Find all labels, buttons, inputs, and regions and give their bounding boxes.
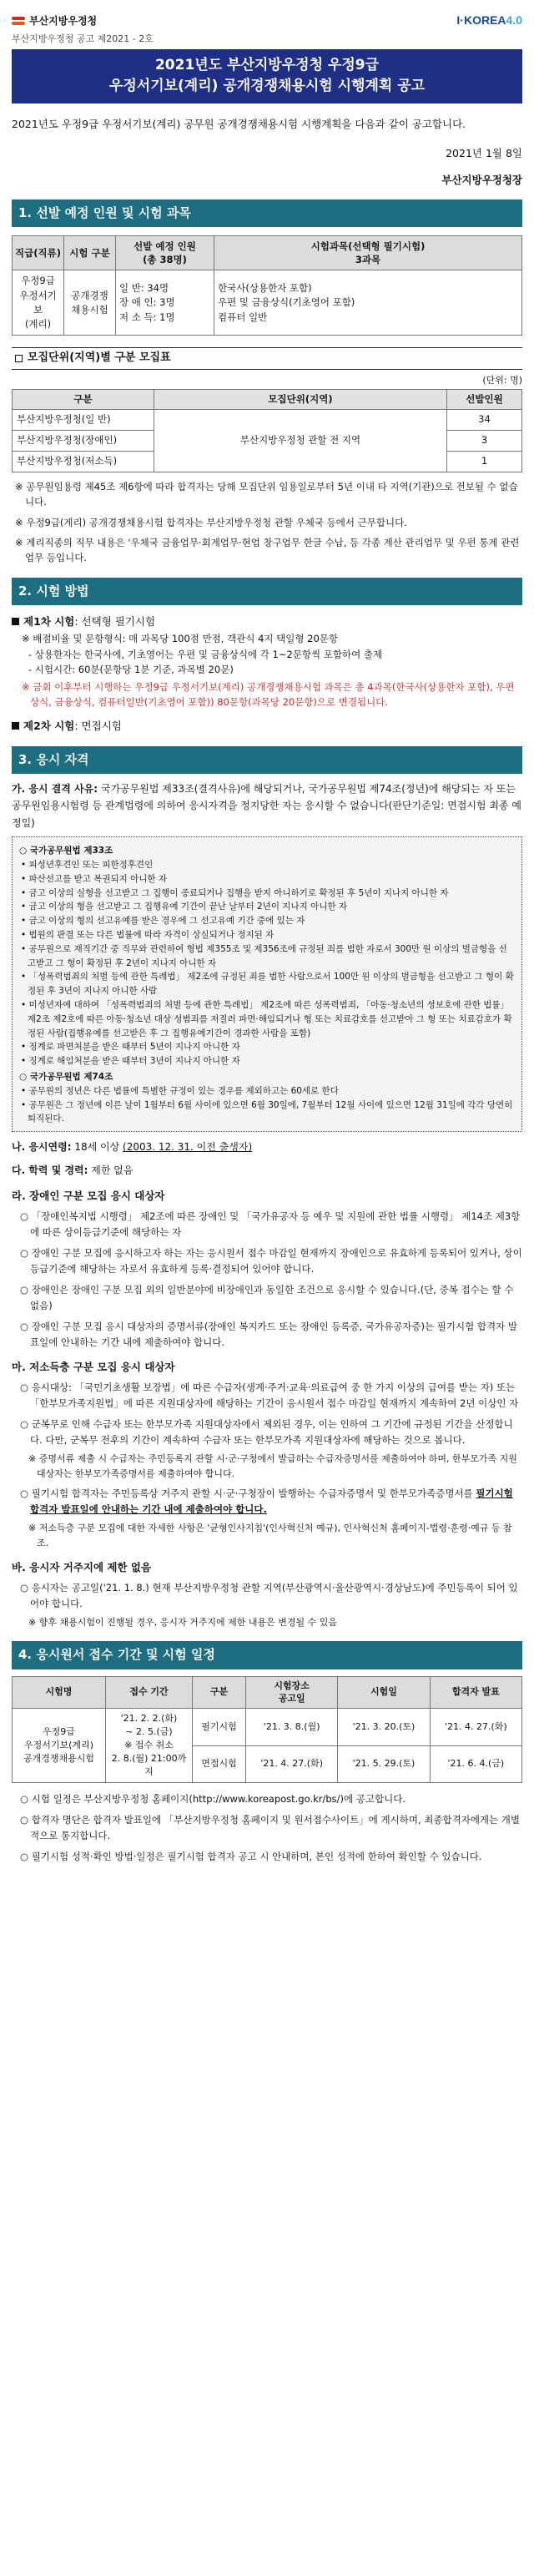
law-item: • 징계로 해임처분을 받은 때부터 3년이 지나지 아니한 자	[21, 1056, 240, 1067]
row-label: 부산지방우정청(장애인)	[13, 431, 154, 452]
item-c-text: 제한 없음	[91, 1164, 134, 1177]
notice-cell: '21. 3. 8.(월)	[246, 1709, 338, 1745]
item-c-label: 다. 학력 및 경력:	[12, 1164, 88, 1177]
recruit-table	[12, 389, 522, 472]
result-cell: '21. 6. 4.(금)	[430, 1745, 521, 1782]
item-e-note: ※ 증명서류 제출 시 수급자는 주민등록지 관할 시·군·구청에서 발급하는 수급자증명서를 제출하여야 하며, 한부모가족 지원대상자는 한부모가족증명서를 제출하여야 합니다.	[28, 1453, 517, 1479]
item-a-text: 국가공무원법 제33조(결격사유)에 해당되거나, 국가공무원법 제74조(정년)에 해당되는 자 또는 공무원임용시험령 등 관계법령에 의하여 응시자격을 정지당한 자는 응시할 수 없습니다(판단기준일: 면접시험 최종 예정일)	[12, 782, 521, 829]
th-rank: 직급(직류)	[13, 236, 64, 270]
notice-date: 2021년 1월 8일	[446, 147, 522, 160]
quota-disabled: 장 애 인: 3명	[119, 296, 175, 309]
exam-type-cell: 공개경쟁 채용시험	[64, 270, 116, 336]
schedule-table	[12, 1676, 522, 1783]
tail-note: ○ 필기시험 성적·확인 방법·일정은 필기시험 합격자 공고 시 안내하며, 본인 성적에 한하여 확인할 수 있습니다.	[20, 1851, 482, 1862]
brand-main: I·KOREA	[456, 13, 506, 28]
row-count: 34	[447, 410, 522, 431]
row-label: 부산지방우정청(저소득)	[13, 452, 154, 472]
black-square-icon	[12, 618, 19, 625]
stage-2	[12, 718, 522, 734]
item-e-tail: ※ 저소득층 구분 모집에 대한 자세한 사항은 '균형인사지침'(인사혁신처 예규), 인사혁신처 홈페이지-법령·훈령·예규 등 참조.	[28, 1523, 512, 1548]
row-count: 3	[447, 431, 522, 452]
org-label	[12, 13, 97, 29]
page-title	[12, 49, 522, 104]
law-2-title: ○ 국가공무원법 제74조	[19, 1071, 113, 1082]
stage-1	[12, 614, 522, 629]
exam-date-cell: '21. 5. 29.(토)	[338, 1745, 430, 1782]
item-b-extra: (2003. 12. 31. 이전 출생자)	[123, 1141, 253, 1154]
item-a-label: 가. 응시 결격 사유:	[12, 782, 98, 795]
th-category: 구분	[13, 389, 154, 410]
law-item: • 공무원은 그 정년에 이른 날이 1월부터 6월 사이에 있으면 6월 30일에, 7월부터 12월 사이에 있으면 12월 31일에 각각 당연히 퇴직된다.	[21, 1099, 513, 1124]
item-f-title: 바. 응시자 거주지에 제한 없음	[12, 1560, 152, 1573]
row-label: 부산지방우정청(일 반)	[13, 410, 154, 431]
th-exam-date: 시험일	[338, 1676, 430, 1709]
result-cell: '21. 4. 27.(화)	[430, 1709, 521, 1745]
th-subjects: 시험과목(선택형 필기시험) 3과목	[214, 236, 522, 270]
subject-1: 한국사(상용한자 포함)	[218, 282, 312, 295]
recruit-heading	[12, 347, 522, 369]
subject-2: 우편 및 금융상식(기초영어 포함)	[218, 296, 355, 309]
law-item: • 금고 이상의 실형을 선고받고 그 집행이 종료되거나 집행을 받지 아니하기로 확정된 후 5년이 지나지 아니한 자	[21, 887, 449, 898]
subjects-cell	[214, 270, 522, 336]
title-line-2: 우정서기보(계리) 공개경쟁채용시험 시행계획 공고	[108, 77, 426, 94]
law-box	[12, 836, 522, 1132]
th-result: 합격자 발표	[430, 1676, 521, 1709]
th-region: 모집단위(지역)	[154, 389, 447, 410]
quota-general: 일 반: 34명	[119, 282, 169, 295]
law-item: • 공무원으로 재직기간 중 직무와 관련하여 형법 제355조 및 제356조에 규정된 죄를 범한 자로서 300만 원 이상의 벌금형을 선고받고 그 형이 확정된 후 2년이 지나지 아니한 자	[21, 943, 507, 968]
item-d-text: ○ 장애인 구분 모집 응시 대상자의 증명서류(장애인 복지카드 또는 장애인 등록증, 국가유공자증)는 필기시험 합격자 발표일에 안내하는 기간 내에 제출하여야 합니다.	[20, 1321, 517, 1349]
quota-low-income: 저 소 득: 1명	[119, 311, 175, 323]
table-row	[13, 410, 522, 431]
stage-1-red-note: ※ 금회 이후부터 시행하는 우정9급 우정서기보(계리) 공개경쟁채용시험 과목은 총 4과목(한국사(상용한자 포함), 우편상식, 금융상식, 컴퓨터일반(기초영어 포함)) 80문항(과목당 20문항)으로 변경됩니다.	[22, 680, 515, 708]
section-3-title: 3. 응시 자격	[12, 746, 522, 774]
stage-1-item: ※ 배점비율 및 문항형식: 매 과목당 100점 만점, 객관식 4지 택일형 20문항	[22, 633, 338, 645]
th-period: 접수 기간	[106, 1676, 193, 1709]
period-cell: '21. 2. 2.(화) ~ 2. 5.(금) ※ 접수 취소 2. 8.(월) 21:00까지	[106, 1709, 193, 1783]
rank-cell: 우정9급 우정서기보 (계리)	[13, 270, 64, 336]
section-2-title: 2. 시험 방법	[12, 578, 522, 605]
th-quota: 선발 예정 인원 (총 38명)	[116, 236, 214, 270]
tail-notes	[12, 1791, 522, 1865]
table-row	[13, 1709, 522, 1745]
item-f-note: ※ 향후 채용시험이 진행될 경우, 응시자 거주지에 제한 내용은 변경될 수 있음	[28, 1616, 337, 1628]
item-e-text: ○ 응시대상: 「국민기초생활 보장법」에 따른 수급자(생계·주거·교육·의료급여 중 한 가지 이상의 급여를 받는 자) 또는 「한부모가족지원법」에 따른 지원대상자에 해당하는 기간이 응시원서 접수 마감일 현재까지 계속하여 2년 이상인 자	[20, 1381, 519, 1410]
stage-1-label: 제1차 시험	[23, 615, 75, 629]
th-exam-name: 시험명	[13, 1676, 106, 1709]
notice-number: 부산지방우정청 공고 제2021 - 2호	[12, 33, 154, 44]
intro-text: 2021년도 우정9급 우정서기보(계리) 공무원 공개경쟁채용시험 시행계획을 다음과 같이 공고합니다.	[12, 118, 466, 131]
law-1-title: ○ 국가공무원법 제33조	[19, 846, 113, 856]
item-e-apply-text: ○ 필기시험 합격자는 주민등록상 거주지 관할 시·군·구청장이 발행하는 수급자증명서 및 한부모가족증명서를	[20, 1488, 473, 1500]
note: ※ 계리직종의 직무 내용은 '우체국 금융업무·회계업무·현업 창구업무 한글 수납, 등 각종 계산 관리업무 및 우편 통계 관련 업무 등입니다.	[15, 537, 520, 564]
law-item: • 징계로 파면처분을 받은 때부터 5년이 지나지 아니한 자	[21, 1042, 240, 1053]
quota-table	[12, 235, 522, 336]
item-e-title: 마. 저소득층 구분 모집 응시 대상자	[12, 1361, 175, 1373]
item-b-text: 18세 이상	[74, 1141, 120, 1154]
law-item: • 파산선고를 받고 복권되지 아니한 자	[21, 873, 168, 884]
law-item: • 금고 이상의 형의 선고유예를 받은 경우에 그 선고유예 기간 중에 있는 자	[21, 916, 305, 927]
item-d-text: ○ 장애인은 장애인 구분 모집 외의 일반분야에 비장애인과 동일한 조건으로 응시할 수 있습니다.(단, 중복 접수는 할 수 없음)	[20, 1284, 514, 1312]
th-notice: 시험장소 공고일	[246, 1676, 338, 1709]
type-cell: 필기시험	[193, 1709, 246, 1745]
note: ※ 우정9급(계리) 공개경쟁채용시험 합격자는 부산지방우정청 관할 우체국 등에서 근무합니다.	[15, 516, 407, 528]
signer: 부산지방우정청장	[441, 173, 522, 186]
th-exam-type: 시험 구분	[64, 236, 116, 270]
recruit-heading-text: 모집단위(지역)별 구분 모집표	[28, 351, 171, 365]
tail-note: ○ 합격자 명단은 합격자 발표일에 「부산지방우정청 홈페이지 및 원서접수사이트」에 게시하며, 최종합격자에게는 개별적으로 통지합니다.	[20, 1814, 521, 1842]
row-count: 1	[447, 452, 522, 472]
type-cell: 면접시험	[193, 1745, 246, 1782]
stage-2-label: 제2차 시험	[23, 720, 75, 733]
item-e-apply-emphasis: 필기시험 합격자 발표일에 안내하는 기간 내에 제출하여야 합니다.	[30, 1488, 513, 1516]
item-b-label: 나. 응시연령:	[12, 1141, 72, 1154]
law-item: • 미성년자에 대하여 「성폭력범죄의 처벌 등에 관한 특례법」 제2조에 따른 성폭력범죄, 「아동·청소년의 성보호에 관한 법률」 제2조 제2호에 따른 아동·청소년 대상 성범죄를 저질러 파면·해임되거나 형 또는 치료감호를 선고받아 그 형 또는 치료감호가 확정된 사람(집행유예를 선고받은 후 그 집행유예기간이 경과한 사람을 포함)	[21, 999, 512, 1038]
section-4-title: 4. 응시원서 접수 기간 및 시험 일정	[12, 1641, 522, 1669]
subject-3: 컴퓨터 일반	[218, 311, 268, 323]
law-item: • 「성폭력범죄의 처벌 등에 관한 특례법」 제2조에 규정된 죄를 범한 사람으로서 100만 원 이상의 벌금형을 선고받고 그 형이 확정된 후 3년이 지나지 아니한 사람	[21, 972, 514, 997]
th-count: 선발인원	[447, 389, 522, 410]
region-cell: 부산지방우정청 관할 전 지역	[154, 410, 447, 472]
item-b	[12, 1139, 522, 1155]
brand-num: 4.0	[506, 13, 522, 28]
item-e-text: ○ 군복무로 인해 수급자 또는 한부모가족 지원대상자에서 제외된 경우, 이는 인하여 그 기간에 규정된 기간을 산정합니다. 다만, 군복무 전후의 기간이 계속하여 수급자 또는 한부모가족 지원대상자에 해당하는 것으로 봅니다.	[20, 1418, 513, 1447]
th-type: 구분	[193, 1676, 246, 1709]
stage-1-item: - 상용한자는 한국사에, 기초영어는 우편 및 금융상식에 각 1~2문항씩 포함하여 출제	[28, 648, 383, 660]
section-1-title: 1. 선발 예정 인원 및 시험 과목	[12, 200, 522, 227]
stage-2-desc: : 면접시험	[74, 720, 122, 733]
law-item: • 피성년후견인 또는 피한정후견인	[21, 859, 154, 870]
item-a	[12, 780, 522, 831]
note: ※ 공무원임용령 제45조 제6항에 따라 합격자는 당해 모집단위 임용일로부터 5년 이내 타 지역(기관)으로 전보될 수 없습니다.	[15, 480, 518, 508]
item-e-apply	[12, 1486, 522, 1518]
brand-logo	[456, 12, 522, 30]
square-bullet-icon	[15, 355, 23, 362]
notes-1	[12, 479, 522, 566]
item-d-text: ○ 「장애인복지법 시행령」 제2조에 따른 장애인 및 「국가유공자 등 예우 및 지원에 관한 법률 시행령」 제14조 제3항에 따른 상이등급기준에 해당하는 자	[20, 1210, 521, 1239]
title-line-1: 2021년도 부산지방우정청 우정9급	[154, 57, 380, 74]
exam-date-cell: '21. 3. 20.(토)	[338, 1709, 430, 1745]
item-d-text: ○ 장애인 구분 모집에 응시하고자 하는 자는 응시원서 접수 마감일 현재까지 장애인으로 유효하게 등록되어 있거나, 상이등급기준에 해당하는 자로서 유효하게 등록·결정되어 있어야 합니다.	[20, 1247, 522, 1275]
item-d-title: 라. 장애인 구분 모집 응시 대상자	[12, 1189, 165, 1202]
stage-1-desc: : 선택형 필기시험	[74, 615, 156, 629]
tail-note: ○ 시험 일정은 부산지방우정청 홈페이지(http://www.koreapost.go.kr/bs/)에 공고합니다.	[20, 1793, 406, 1806]
item-f-text: ○ 응시자는 공고일('21. 1. 8.) 현재 부산지방우정청 관할 지역(부산광역시·울산광역시·경상남도)에 주민등록이 되어 있어야 합니다.	[20, 1581, 518, 1609]
stage-1-item: - 시험시간: 60분(문항당 1분 기준, 과목별 20문)	[28, 664, 234, 676]
item-c	[12, 1162, 522, 1179]
org-name: 부산지방우정청	[29, 14, 98, 27]
unit-label: (단위: 명)	[482, 374, 522, 386]
black-square-icon	[12, 722, 19, 730]
notice-cell: '21. 4. 27.(화)	[246, 1745, 338, 1782]
post-logo-icon	[12, 16, 25, 26]
quota-cell	[116, 270, 214, 336]
law-item: • 공무원의 정년은 다른 법률에 특별한 규정이 있는 경우를 제외하고는 60세로 한다	[21, 1085, 339, 1096]
law-item: • 법원의 판결 또는 다른 법률에 따라 자격이 상실되거나 정지된 자	[21, 929, 275, 940]
top-bar	[12, 12, 522, 30]
law-item: • 금고 이상의 형을 선고받고 그 집행유예 기간이 끝난 날부터 2년이 지나지 아니한 자	[21, 902, 347, 912]
exam-name-cell: 우정9급 우정서기보(계리) 공개경쟁채용시험	[13, 1709, 106, 1783]
